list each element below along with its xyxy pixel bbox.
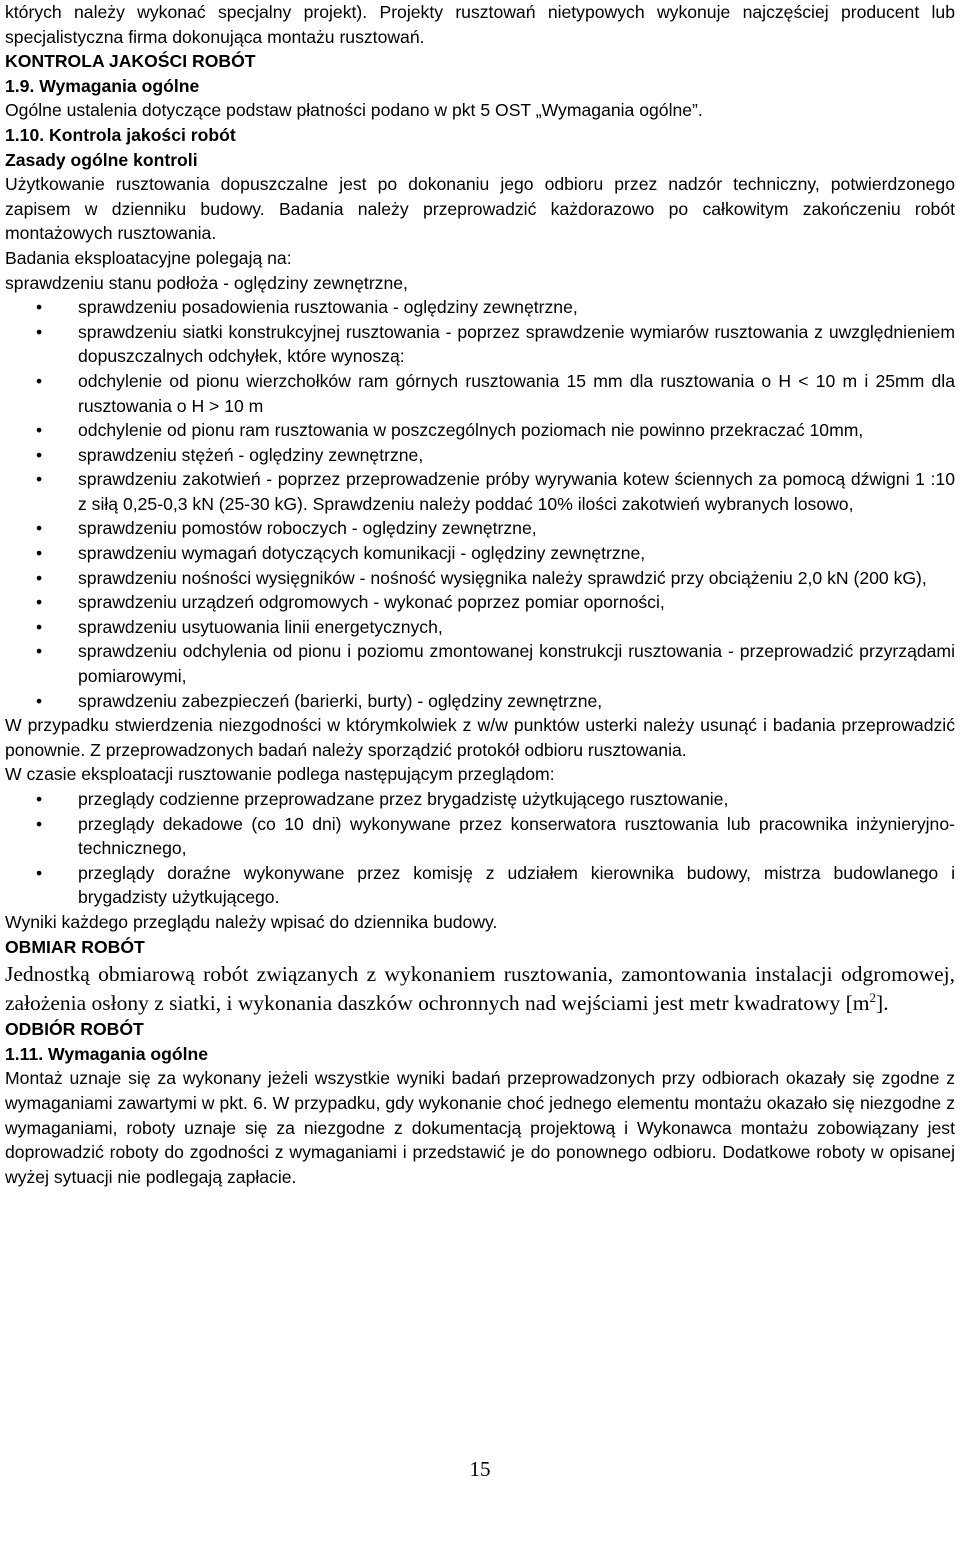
paragraph-podloze: sprawdzeniu stanu podłoża - oględziny zewnętrzne, — [5, 272, 408, 293]
obmiar-end: ]. — [876, 990, 889, 1015]
bullet-icon: • — [36, 567, 43, 588]
paragraph-obmiar — [5, 960, 955, 1017]
list-item — [5, 516, 955, 541]
list-item-text: sprawdzeniu urządzeń odgromowych - wykonać poprzez pomiar oporności, — [78, 592, 665, 613]
heading-1-10: 1.10. Kontrola jakości robót — [5, 124, 236, 145]
list-item-text: sprawdzeniu zakotwień - poprzez przeprowadzenie próby wyrywania kotew ściennych za pomocą dźwigni 1 :10 z siłą 0,25-0,3 kN (25-30 kG). Sprawdzeniu należy poddać 10% ilości zakotwień wybranych losowo, — [78, 469, 955, 514]
list-item — [5, 418, 955, 443]
checks-list — [5, 295, 955, 713]
list-item-text: sprawdzeniu siatki konstrukcyjnej rusztowania - poprzez sprawdzenie wymiarów rusztowania z uwzględnieniem dopuszczalnych odchyłek, które wynoszą: — [78, 321, 955, 367]
heading-1-9: 1.9. Wymagania ogólne — [5, 75, 200, 96]
heading-1-11: 1.11. Wymagania ogólne — [5, 1043, 209, 1064]
list-item-text: przeglądy codzienne przeprowadzane przez brygadzistę użytkującego rusztowanie, — [78, 789, 729, 809]
list-item — [5, 787, 955, 812]
list-item — [5, 541, 955, 566]
paragraph-niezgodnosci: W przypadku stwierdzenia niezgodności w którymkolwiek z w/w punktów usterki należy usunąć i badania przeprowadzić ponownie. Z przeprowadzonych badań należy sporządzić protokół odbioru rusztowania. — [5, 715, 955, 760]
paragraph-przeglady-intro: W czasie eksploatacji rusztowanie podlega następującym przeglądom: — [5, 764, 555, 785]
section-heading-kontrola: KONTROLA JAKOŚCI ROBÓT — [5, 51, 256, 72]
inspections-list — [5, 787, 955, 910]
list-item-text: sprawdzeniu usytuowania linii energetycznych, — [78, 616, 443, 637]
bullet-icon: • — [36, 813, 43, 834]
bullet-icon: • — [36, 592, 43, 613]
bullet-icon: • — [36, 370, 43, 391]
list-item-text: odchylenie od pionu wierzchołków ram górnych rusztowania 15 mm dla rusztowania o H < 10 m i 25mm dla rusztowania o H > 10 m — [78, 370, 955, 416]
paragraph-wyniki: Wyniki każdego przeglądu należy wpisać do dziennika budowy. — [5, 911, 498, 932]
list-item-text: sprawdzeniu wymagań dotyczących komunikacji - oględziny zewnętrzne, — [78, 543, 646, 564]
paragraph-1-9: Ogólne ustalenia dotyczące podstaw płatności podano w pkt 5 OST „Wymagania ogólne”. — [5, 100, 703, 121]
list-item — [5, 467, 955, 516]
list-item — [5, 590, 955, 615]
list-item-text: sprawdzeniu zabezpieczeń (barierki, burty) - oględziny zewnętrzne, — [78, 690, 603, 711]
bullet-icon: • — [36, 469, 43, 490]
list-item — [5, 639, 955, 688]
intro-paragraph: których należy wykonać specjalny projekt). Projekty rusztowań nietypowych wykonuje najczęściej producent lub specjalistyczna firma dokonująca montażu rusztowań. — [5, 2, 955, 47]
list-item-text: sprawdzeniu pomostów roboczych - oględziny zewnętrzne, — [78, 518, 537, 539]
list-item — [5, 320, 955, 369]
bullet-icon: • — [36, 616, 43, 637]
page-number: 15 — [469, 1457, 491, 1481]
list-item — [5, 861, 955, 910]
bullet-icon: • — [36, 321, 43, 342]
bullet-icon: • — [36, 420, 43, 441]
list-item-text: sprawdzeniu posadowienia rusztowania - oględziny zewnętrzne, — [78, 297, 578, 318]
list-item — [5, 369, 955, 418]
bullet-icon: • — [36, 543, 43, 564]
bullet-icon: • — [36, 690, 43, 711]
paragraph-uzytkowanie: Użytkowanie rusztowania dopuszczalne jest po dokonaniu jego odbioru przez nadzór techniczny, potwierdzonego zapisem w dzienniku budowy. Badania należy przeprowadzić każdorazowo po całkowitym zakończeniu robót montażowych rusztowania. — [5, 174, 955, 244]
bullet-icon: • — [36, 641, 43, 662]
list-item-text: sprawdzeniu nośności wysięgników - nośność wysięgnika należy sprawdzić przy obciążeniu 2,0 kN (200 kG), — [78, 567, 927, 588]
list-item — [5, 689, 955, 714]
obmiar-superscript: 2 — [869, 989, 877, 1005]
bullet-icon: • — [36, 789, 43, 809]
list-item — [5, 615, 955, 640]
list-item-text: odchylenie od pionu ram rusztowania w poszczególnych poziomach nie powinno przekraczać 10mm, — [78, 420, 864, 441]
bullet-icon: • — [36, 444, 43, 465]
list-item — [5, 812, 955, 861]
bullet-icon: • — [36, 862, 43, 883]
list-item-text: sprawdzeniu stężeń - oględziny zewnętrzne, — [78, 444, 424, 465]
list-item-text: przeglądy doraźne wykonywane przez komisję z udziałem kierownika budowy, mistrza budowlanego i brygadzisty użytkującego. — [78, 862, 955, 908]
paragraph-montaz: Montaż uznaje się za wykonany jeżeli wszystkie wyniki badań przeprowadzonych przy odbiorach okazały się zgodne z wymaganiami zawartymi w pkt. 6. W przypadku, gdy wykonanie choć jednego elementu montażu okazało się niezgodne z wymaganiami, roboty uznaje się za niezgodne z dokumentacją projektową i Wykonawca montażu zobowiązany jest doprowadzić roboty do zgodności z wymaganiami i przedstawić je do ponownego odbioru. Dodatkowe roboty w opisanej wyżej sytuacji nie podlegają zapłacie. — [5, 1068, 955, 1187]
document-page — [5, 0, 955, 1189]
heading-zasady: Zasady ogólne kontroli — [5, 149, 198, 170]
obmiar-text: Jednostką obmiarową robót związanych z wykonaniem rusztowania, zamontowania instalacji odgromowej, założenia osłony z siatki, i wykonania daszków ochronnych nad wejściami jest metr kwadratowy [m — [5, 962, 955, 1015]
paragraph-badania: Badania eksploatacyjne polegają na: — [5, 247, 292, 268]
section-heading-obmiar: OBMIAR ROBÓT — [5, 936, 145, 957]
list-item — [5, 443, 955, 468]
bullet-icon: • — [36, 518, 43, 539]
list-item — [5, 295, 955, 320]
bullet-icon: • — [36, 297, 43, 318]
list-item-text: przeglądy dekadowe (co 10 dni) wykonywane przez konserwatora rusztowania lub pracownika inżynieryjno-technicznego, — [78, 813, 955, 859]
list-item — [5, 566, 955, 591]
section-heading-odbior: ODBIÓR ROBÓT — [5, 1019, 144, 1040]
list-item-text: sprawdzeniu odchylenia od pionu i poziomu zmontowanej konstrukcji rusztowania - przeprowadzić przyrządami pomiarowymi, — [78, 641, 955, 687]
